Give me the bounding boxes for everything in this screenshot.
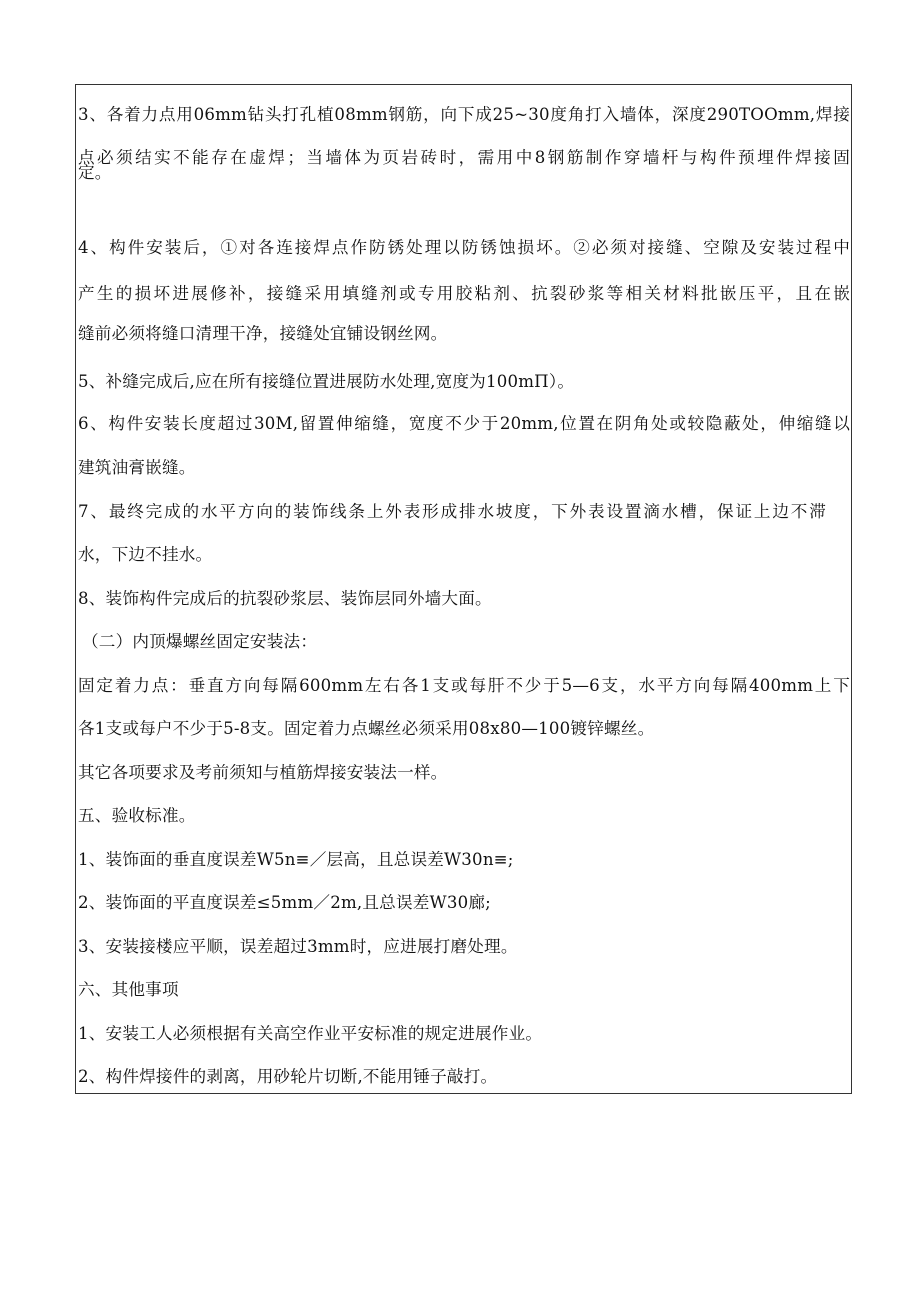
text-line: 4、构件安装后，①对各连接焊点作防锈处理以防锈蚀损坏。②必须对接缝、空隙及安装过程中: [78, 238, 850, 257]
text-line: 2、装饰面的平直度误差≤5mm／2m,且总误差W30廊;: [78, 893, 491, 912]
text-line: 1、安装工人必须根据有关高空作业平安标准的规定进展作业。: [78, 1024, 543, 1043]
text-line: 建筑油膏嵌缝。: [78, 458, 196, 477]
text-line: 3、安装接楼应平顺，误差超过3mm时，应进展打磨处理。: [78, 937, 518, 956]
text-line: 3、各着力点用06mm钻头打孔植08mm钢筋，向下成25~30度角打入墙体，深度290TOOmm,焊接: [78, 105, 850, 124]
section-heading: 六、其他事项: [78, 980, 179, 999]
text-line: 其它各项要求及考前须知与植筋焊接安装法一样。: [78, 763, 448, 782]
text-line: 缝前必须将缝口清理干净，接缝处宜铺设钢丝网。: [78, 324, 448, 343]
text-line: 水，下边不挂水。: [78, 545, 213, 564]
text-line: 点必须结实不能存在虚焊；当墙体为页岩砖时，需用中8钢筋制作穿墙杆与构件预埋件焊接固: [78, 148, 850, 167]
text-line: 产生的损坏进展修补，接缝采用填缝剂或专用胶粘剂、抗裂砂浆等相关材料批嵌压平，且在嵌: [78, 284, 850, 303]
section-subheading: （二）内顶爆螺丝固定安装法：: [82, 632, 318, 651]
text-line: 固定着力点：垂直方向每隔600mm左右各1支或每肝不少于5—6支，水平方向每隔400mm上下: [78, 676, 850, 695]
text-line: 7、最终完成的水平方向的装饰线条上外表形成排水坡度，下外表设置滴水槽，保证上边不滞: [78, 502, 826, 521]
text-line: 8、装饰构件完成后的抗裂砂浆层、装饰层同外墙大面。: [78, 589, 492, 608]
text-line: 5、补缝完成后,应在所有接缝位置进展防水处理,宽度为100mΠ）。: [78, 372, 575, 391]
text-line: 6、构件安装长度超过30M,留置伸缩缝，宽度不少于20mm,位置在阴角处或较隐蔽处，伸缩缝以: [78, 414, 850, 433]
text-line: 各1支或每户不少于5-8支。固定着力点螺丝必须采用08x80—100镀锌螺丝。: [78, 719, 655, 738]
text-line: 1、装饰面的垂直度误差W5n≡／层高，且总误差W30n≡;: [78, 850, 514, 869]
text-line: 定。: [78, 163, 112, 182]
text-line: 2、构件焊接件的剥离，用砂轮片切断,不能用锤子敲打。: [78, 1067, 498, 1086]
section-heading: 五、验收标准。: [78, 806, 196, 825]
